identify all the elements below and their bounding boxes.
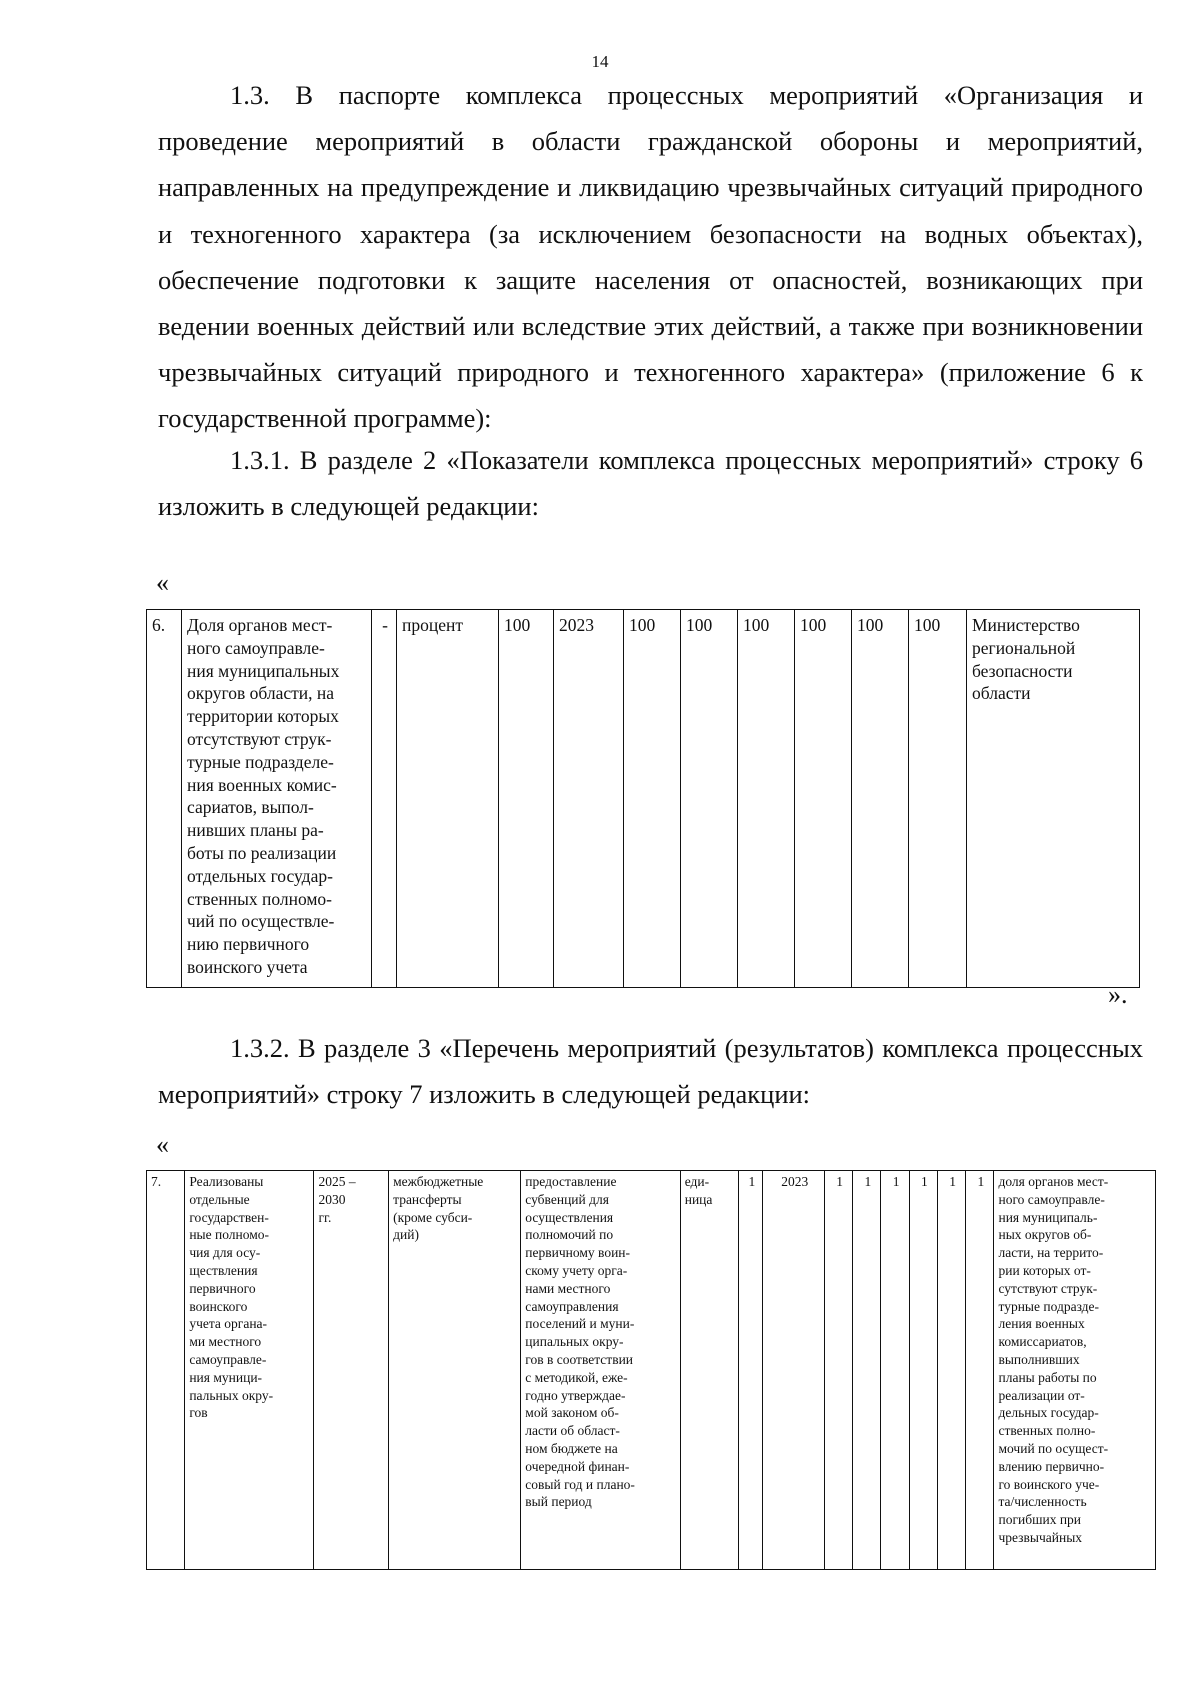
indicator-table-row-6 — [146, 609, 1140, 988]
value-2027-cell: 1 — [881, 1171, 909, 1570]
value-2026-cell: 1 — [853, 1171, 881, 1570]
base-year-cell: 2023 — [554, 610, 624, 988]
base-year-cell: 2023 — [763, 1171, 825, 1570]
result-name-cell: Реализованы отдельные государствен- ные полномо- чия для осу- ществления первичного воинского учета органа- ми местного самоуправле- ния муници- пальных окру- гов — [185, 1171, 314, 1570]
value-2028-cell: 100 — [795, 610, 852, 988]
unit-cell: процент — [397, 610, 499, 988]
value-2025-cell: 100 — [624, 610, 681, 988]
value-2027-cell: 100 — [738, 610, 795, 988]
indicator-level-cell: - — [372, 610, 397, 988]
paragraph-number: 1.3. — [230, 80, 270, 110]
activity-type-cell: межбюджетные трансферты (кроме субси- дий) — [389, 1171, 521, 1570]
row-number-cell: 6. — [147, 610, 182, 988]
unit-cell: еди- ница — [680, 1171, 739, 1570]
characteristic-cell: предоставление субвенций для осуществления полномочий по первичному воин- скому учету орга- нами местного самоуправления поселений и муни- ципальных окру- гов в соответствии с методикой, еже- годно утверждае- мой законом об- ласти об област- ном бюджете на очередной финан- совый год и плано- вый период — [521, 1171, 680, 1570]
responsible-cell: Министерство региональной безопасности области — [967, 610, 1140, 988]
table-row — [147, 610, 1140, 988]
value-2030-cell: 100 — [909, 610, 967, 988]
row-number-cell: 7. — [147, 1171, 185, 1570]
paragraph-number: 1.3.2. — [230, 1033, 290, 1063]
paragraph-text: В разделе 3 «Перечень мероприятий (результатов) комплекса процессных мероприятий» строку 7 изложить в следующей редакции: — [158, 1033, 1143, 1110]
value-2029-cell: 100 — [852, 610, 909, 988]
paragraph-text: В разделе 2 «Показатели комплекса процессных мероприятий» строку 6 изложить в следующей редакции: — [158, 445, 1143, 522]
paragraph-text: В паспорте комплекса процессных мероприятий «Организация и проведение мероприятий в области гражданской обороны и мероприятий, направленных на предупреждение и ликвидацию чрезвычайных ситуаций природного и техногенного характера (за исключением безопасности на водных объектах), обеспечение подготовки к защите населения от опасностей, возникающих при ведении военных действий или вследствие этих действий, а также при возникновении чрезвычайных ситуаций природного и техногенного характера» (приложение 6 к государственной программе): — [158, 80, 1144, 434]
opening-quote-1: « — [156, 568, 169, 597]
value-2026-cell: 100 — [681, 610, 738, 988]
value-2025-cell: 1 — [824, 1171, 852, 1570]
table-row — [147, 1171, 1156, 1570]
paragraph-number: 1.3.1. — [230, 445, 290, 475]
closing-quote-1: ». — [1108, 980, 1128, 1009]
value-2029-cell: 1 — [937, 1171, 965, 1570]
activities-table-row-7 — [146, 1170, 1156, 1570]
value-2030-cell: 1 — [966, 1171, 994, 1570]
value-2028-cell: 1 — [909, 1171, 937, 1570]
period-cell: 2025 – 2030 гг. — [314, 1171, 389, 1570]
opening-quote-2: « — [156, 1130, 169, 1159]
related-indicator-cell: доля органов мест- ного самоуправле- ния муниципаль- ных округов об- ласти, на террито- рии которых от- сутствуют струк- турные подразде- ления военных комиссариатов, выполнивших планы работы по реализации от- дельных государ- ственных полно- мочий по осущест- влению первично- го воинского уче- та/численность погибших при чрезвычайных — [994, 1171, 1156, 1570]
base-value-cell: 1 — [739, 1171, 763, 1570]
paragraph-1-3-2 — [158, 1025, 1143, 1117]
base-value-cell: 100 — [499, 610, 554, 988]
page-number: 14 — [591, 52, 609, 71]
paragraph-1-3 — [158, 72, 1143, 442]
indicator-name-cell: Доля органов мест- ного самоуправле- ния муниципальных округов области, на территории которых отсутствуют струк- турные подразделе- ния военных комис- сариатов, выпол- нивших планы ра- боты по реализации отдельных государ- ственных полномо- чий по осуществле- нию первичного воинского учета — [182, 610, 372, 988]
paragraph-1-3-1 — [158, 437, 1143, 529]
